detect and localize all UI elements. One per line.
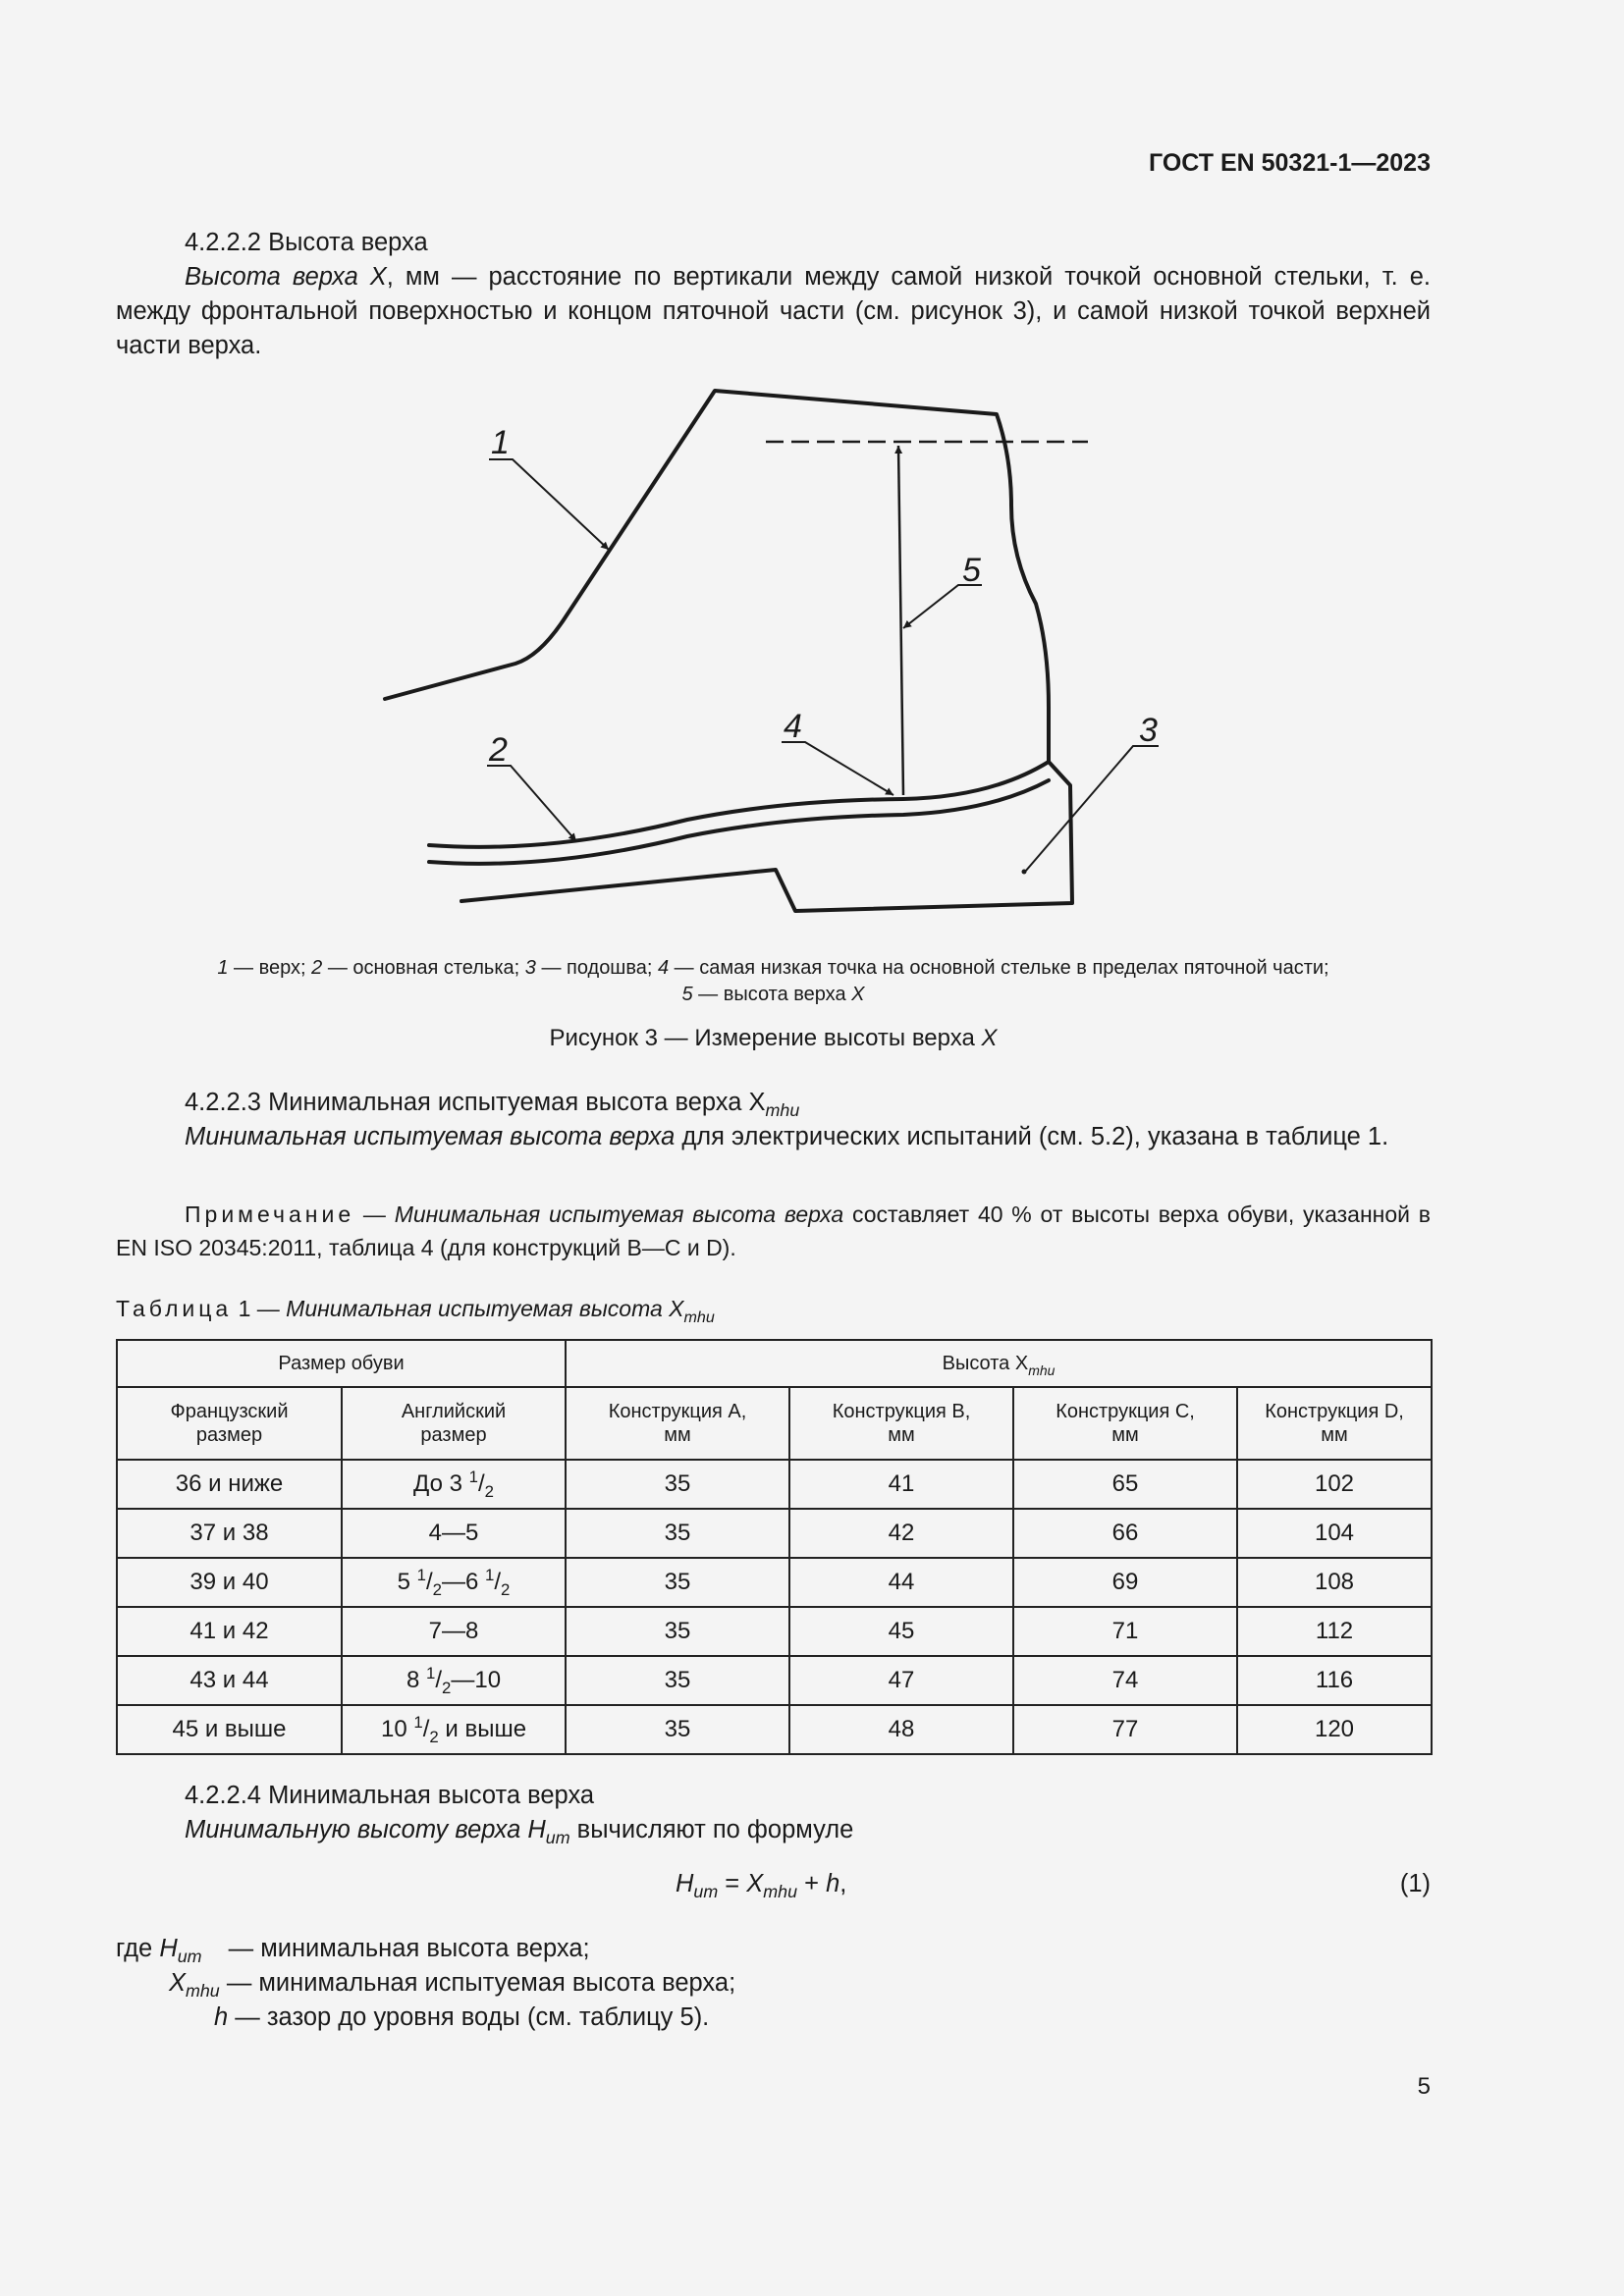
table-row xyxy=(117,1656,1432,1705)
cell-a: 35 xyxy=(566,1705,789,1754)
definition-paragraph xyxy=(116,1120,1431,1154)
note-label: Примечание xyxy=(185,1201,355,1227)
definition-text: вычисляют по формуле xyxy=(569,1816,854,1843)
cell-english: 10 $^1/_2$ и выше xyxy=(342,1705,566,1754)
cell-english: 5 $^1/_2—6$ $^1/_2$ xyxy=(342,1558,566,1607)
term: Высота верха X xyxy=(185,263,387,291)
note-paragraph xyxy=(116,1198,1431,1264)
label-2: 2 xyxy=(489,731,508,769)
cell-d: 108 xyxy=(1237,1558,1432,1607)
cell-c: 65 xyxy=(1013,1460,1237,1509)
legend-key: X xyxy=(851,984,865,1005)
term-subscript: um xyxy=(545,1828,570,1847)
cell-d: 102 xyxy=(1237,1460,1432,1509)
table-group-header-row xyxy=(117,1340,1432,1387)
legend-text: — подошва; xyxy=(535,957,658,979)
outsole-outline xyxy=(461,762,1072,911)
cell-b: 44 xyxy=(789,1558,1013,1607)
legend-text: — высота верха xyxy=(692,984,852,1005)
legend-text: — основная стелька; xyxy=(322,957,525,979)
group-height-subscript: mhu xyxy=(1028,1362,1056,1378)
group-height-text: Высота X xyxy=(942,1352,1029,1374)
figure-caption xyxy=(116,1025,1431,1052)
term: Минимальная испытуемая высота верха xyxy=(185,1123,676,1150)
table-row xyxy=(117,1558,1432,1607)
section-heading: 4.2.2.2 Высота верха xyxy=(185,229,428,256)
note-dash: — xyxy=(354,1201,395,1227)
height-table xyxy=(116,1339,1433,1755)
label-1: 1 xyxy=(491,424,510,461)
table-row xyxy=(117,1460,1432,1509)
cell-b: 41 xyxy=(789,1460,1013,1509)
cell-english: До 3 $^1/_2$ xyxy=(342,1460,566,1509)
shoe-height-diagram xyxy=(0,0,1624,942)
table-title xyxy=(116,1296,715,1326)
cell-b: 48 xyxy=(789,1705,1013,1754)
cell-english: 7—8 xyxy=(342,1607,566,1656)
column-header-english: Английский размер xyxy=(342,1387,566,1460)
section-4-2-2-4 xyxy=(116,1779,1431,1847)
group-height-header xyxy=(566,1340,1432,1387)
cell-french: 41 и 42 xyxy=(117,1607,342,1656)
label-4: 4 xyxy=(784,708,802,745)
cell-a: 35 xyxy=(566,1509,789,1558)
legend-key: 2 xyxy=(311,957,323,979)
variable-definition-1: где $H_{um}$ — минимальная высота верха; xyxy=(116,1935,590,1966)
cell-d: 112 xyxy=(1237,1607,1432,1656)
cell-french: 37 и 38 xyxy=(117,1509,342,1558)
formula-number: (1) xyxy=(1399,1870,1431,1897)
legend-line-1 xyxy=(116,955,1431,982)
section-heading xyxy=(116,1086,1431,1120)
definition-paragraph xyxy=(116,1813,1431,1847)
formula: $H_{um} = X_{mhu} + h$, xyxy=(676,1870,847,1901)
caption-text: Рисунок 3 — Измерение высоты верха xyxy=(549,1025,982,1051)
legend-text: — верх; xyxy=(228,957,312,979)
label-3: 3 xyxy=(1139,712,1158,749)
cell-french: 36 и ниже xyxy=(117,1460,342,1509)
legend-key: 3 xyxy=(524,957,536,979)
term: Минимальную высоту верха H xyxy=(185,1816,546,1843)
column-header-b: Конструкция B, мм xyxy=(789,1387,1013,1460)
cell-a: 35 xyxy=(566,1656,789,1705)
table-row xyxy=(117,1705,1432,1754)
cell-a: 35 xyxy=(566,1607,789,1656)
leader-5 xyxy=(903,585,982,628)
column-header-d: Конструкция D, мм xyxy=(1237,1387,1432,1460)
section-4-2-2-3 xyxy=(116,1086,1431,1154)
legend-key: 4 xyxy=(658,957,670,979)
height-dimension-line xyxy=(898,446,903,795)
leader-2 xyxy=(487,766,576,841)
caption-variable: X xyxy=(981,1025,998,1051)
note-text: составляет 40 % от высоты верха обуви, указанной в EN ISO 20345:2011, таблица 4 (для конструкций B—C и D). xyxy=(116,1201,1432,1260)
group-size-header: Размер обуви xyxy=(117,1340,566,1387)
cell-b: 42 xyxy=(789,1509,1013,1558)
figure-legend xyxy=(116,955,1431,1008)
insole-outline xyxy=(429,762,1049,847)
variable-definition-3: h — зазор до уровня воды (см. таблицу 5). xyxy=(214,2003,710,2031)
cell-d: 116 xyxy=(1237,1656,1432,1705)
sole-point-marker xyxy=(1022,870,1027,875)
cell-d: 104 xyxy=(1237,1509,1432,1558)
table-column-header-row xyxy=(117,1387,1432,1460)
cell-french: 43 и 44 xyxy=(117,1656,342,1705)
cell-french: 45 и выше xyxy=(117,1705,342,1754)
table-number: 1 — xyxy=(232,1296,287,1321)
cell-a: 35 xyxy=(566,1460,789,1509)
cell-c: 69 xyxy=(1013,1558,1237,1607)
cell-english: 4—5 xyxy=(342,1509,566,1558)
note-term: Минимальная испытуемая высота верха xyxy=(394,1201,844,1227)
legend-key: 5 xyxy=(681,984,693,1005)
legend-key: 1 xyxy=(217,957,229,979)
leader-4 xyxy=(782,742,893,795)
cell-c: 74 xyxy=(1013,1656,1237,1705)
variable-definition-2: $X_{mhu}$ — минимальная испытуемая высота верха; xyxy=(169,1969,736,2001)
leader-1 xyxy=(489,459,609,550)
table-1 xyxy=(116,1339,1431,1755)
table-row xyxy=(117,1509,1432,1558)
cell-d: 120 xyxy=(1237,1705,1432,1754)
cell-a: 35 xyxy=(566,1558,789,1607)
table-title-text: Минимальная испытуемая высота X xyxy=(286,1296,684,1321)
column-header-french: Французский размер xyxy=(117,1387,342,1460)
upper-outline xyxy=(385,391,1049,761)
heading-text: 4.2.2.3 Минимальная испытуемая высота верха X xyxy=(185,1089,766,1116)
cell-c: 71 xyxy=(1013,1607,1237,1656)
table-row xyxy=(117,1607,1432,1656)
section-heading: 4.2.2.4 Минимальная высота верха xyxy=(185,1782,595,1809)
column-header-a: Конструкция A, мм xyxy=(566,1387,789,1460)
cell-c: 66 xyxy=(1013,1509,1237,1558)
document-id: ГОСТ EN 50321-1—2023 xyxy=(1149,149,1431,177)
heading-subscript: mhu xyxy=(765,1100,800,1120)
page-number: 5 xyxy=(1417,2073,1431,2100)
legend-text: — самая низкая точка на основной стельке в пределах пяточной части; xyxy=(669,957,1329,979)
cell-b: 47 xyxy=(789,1656,1013,1705)
legend-line-2 xyxy=(116,982,1431,1008)
cell-c: 77 xyxy=(1013,1705,1237,1754)
definition-text: , мм — расстояние по вертикали между самой низкой точкой основной стельки, т. е. между фронтальной поверхностью и концом пяточной части (см. рисунок 3), и самой низкой точкой верхней части верха. xyxy=(116,263,1431,359)
definition-text: для электрических испытаний (см. 5.2), указана в таблице 1. xyxy=(675,1123,1389,1150)
table-title-subscript: mhu xyxy=(683,1308,715,1326)
column-header-c: Конструкция C, мм xyxy=(1013,1387,1237,1460)
table-label: Таблица xyxy=(116,1296,233,1321)
cell-french: 39 и 40 xyxy=(117,1558,342,1607)
cell-b: 45 xyxy=(789,1607,1013,1656)
cell-english: 8 $^1/_2—10$ xyxy=(342,1656,566,1705)
label-5: 5 xyxy=(962,552,981,589)
